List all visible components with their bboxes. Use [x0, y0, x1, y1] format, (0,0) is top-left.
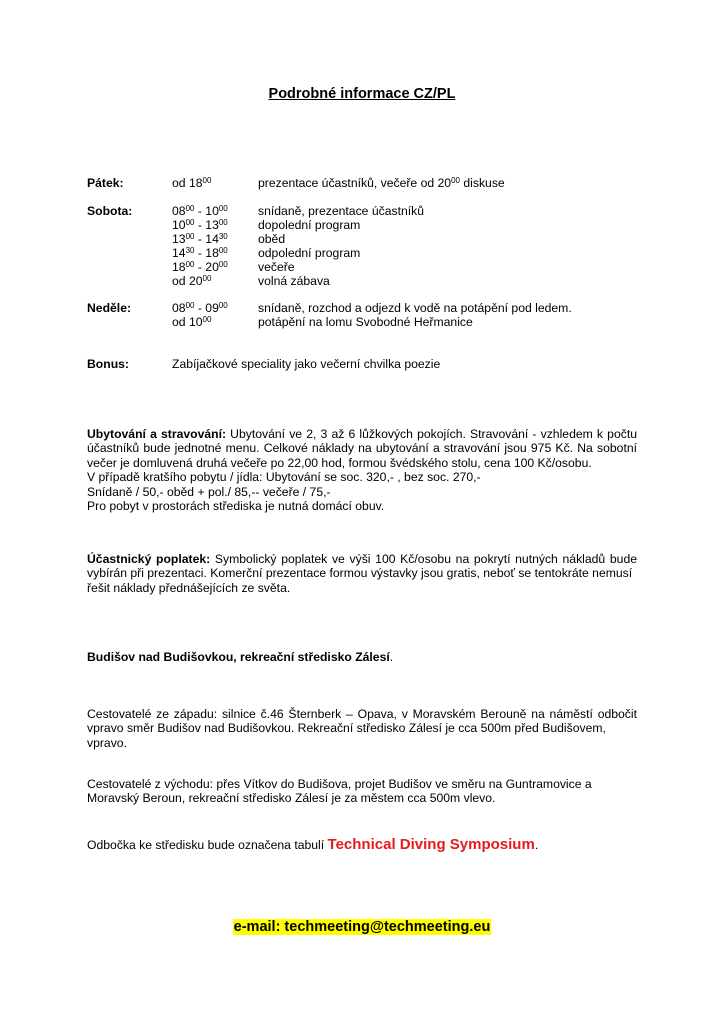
saturday-description: oběd — [258, 232, 286, 246]
email-link[interactable]: e-mail: techmeeting@techmeeting.eu — [233, 919, 491, 935]
saturday-description: večeře — [258, 260, 295, 274]
saturday-label: Sobota: — [87, 204, 133, 218]
sunday-time: $08^{00} - 09^{00}$ — [172, 301, 228, 315]
fee-heading: Účastnický poplatek: — [87, 552, 211, 566]
sunday-description: snídaně, rozchod a odjezd k vodě na potápění pod ledem. — [258, 301, 572, 315]
directions-west: Cestovatelé ze západu: silnice č.46 Šternberk – Opava, v Moravském Berouně na náměstí odbočit vpravo směr Budišov nad Budišovkou. Rekreační středisko Zálesí je cca 500m před Budišovem, vpravo. — [87, 707, 637, 750]
sunday-times — [172, 301, 228, 329]
bonus-text: Zabíjačkové speciality jako večerní chvilka poezie — [172, 357, 441, 371]
saturday-time: $10^{00} - 13^{00}$ — [172, 218, 228, 232]
sunday-label: Neděle: — [87, 301, 132, 315]
friday-time: od $18^{00}$ — [172, 176, 212, 190]
saturday-times — [172, 204, 228, 288]
sign-info: Odbočka ke středisku bude označena tabulí Technical Diving Symposium. — [87, 836, 539, 853]
sunday-descriptions — [258, 301, 572, 329]
directions-east: Cestovatelé z východu: přes Vítkov do Budišova, projet Budišov ve směru na Guntramovice a Moravský Beroun, rekreační středisko Zálesí je za městem cca 500m vlevo. — [87, 777, 592, 805]
saturday-description: snídaně, prezentace účastníků — [258, 204, 424, 218]
sunday-time: od $10^{00}$ — [172, 315, 212, 329]
accommodation-paragraph: Ubytování a stravování: Ubytování ve 2, 3 až 6 lůžkových pokojích. Stravování - vzhledem k počtu účastníků bude jednotné menu. Celkové náklady na ubytování a stravování jsou 975 Kč. Na sobotní večer je domluvená druhá večeře po 22,00 hod, formou švédského stolu, cena 100 Kč/osobu. V případě kratšího pobytu / jídla: Ubytování se soc. 320,- , bez soc. 270,- Snídaně / 50,- oběd + pol./ 85,-- večeře / 75,- Pro pobyt v prostorách střediska je nutná domácí obuv. — [87, 427, 637, 514]
saturday-description: dopolední program — [258, 218, 361, 232]
bonus-label: Bonus: — [87, 357, 129, 371]
friday-label: Pátek: — [87, 176, 124, 190]
saturday-time: $18^{00} - 20^{00}$ — [172, 260, 228, 274]
saturday-description: volná zábava — [258, 274, 330, 288]
sunday-description: potápění na lomu Svobodné Heřmanice — [258, 315, 473, 329]
friday-description: prezentace účastníků, večeře od $20^{00}$ diskuse — [258, 176, 505, 190]
saturday-description: odpolední program — [258, 246, 361, 260]
saturday-time: $08^{00} - 10^{00}$ — [172, 204, 228, 218]
fee-paragraph: Účastnický poplatek: Symbolický poplatek ve výši 100 Kč/osobu na pokrytí nutných nákladů bude vybírán při prezentaci. Komerční prezentace formou výstavky jsou gratis, neboť se tentokráte nemusí řešit náklady přednášejících ze světa. — [87, 552, 637, 595]
email-contact — [0, 919, 724, 935]
saturday-time: $13^{00} - 14^{30}$ — [172, 232, 228, 246]
saturday-time: od $20^{00}$ — [172, 274, 212, 288]
page-title: Podrobné informace CZ/PL — [268, 86, 456, 102]
saturday-time: $14^{30} - 18^{00}$ — [172, 246, 228, 260]
venue-heading: Budišov nad Budišovkou, rekreační středisko Zálesí. — [87, 650, 394, 664]
saturday-descriptions — [258, 204, 424, 288]
symposium-name: Technical Diving Symposium — [327, 836, 535, 853]
accommodation-heading: Ubytování a stravování: — [87, 427, 227, 441]
